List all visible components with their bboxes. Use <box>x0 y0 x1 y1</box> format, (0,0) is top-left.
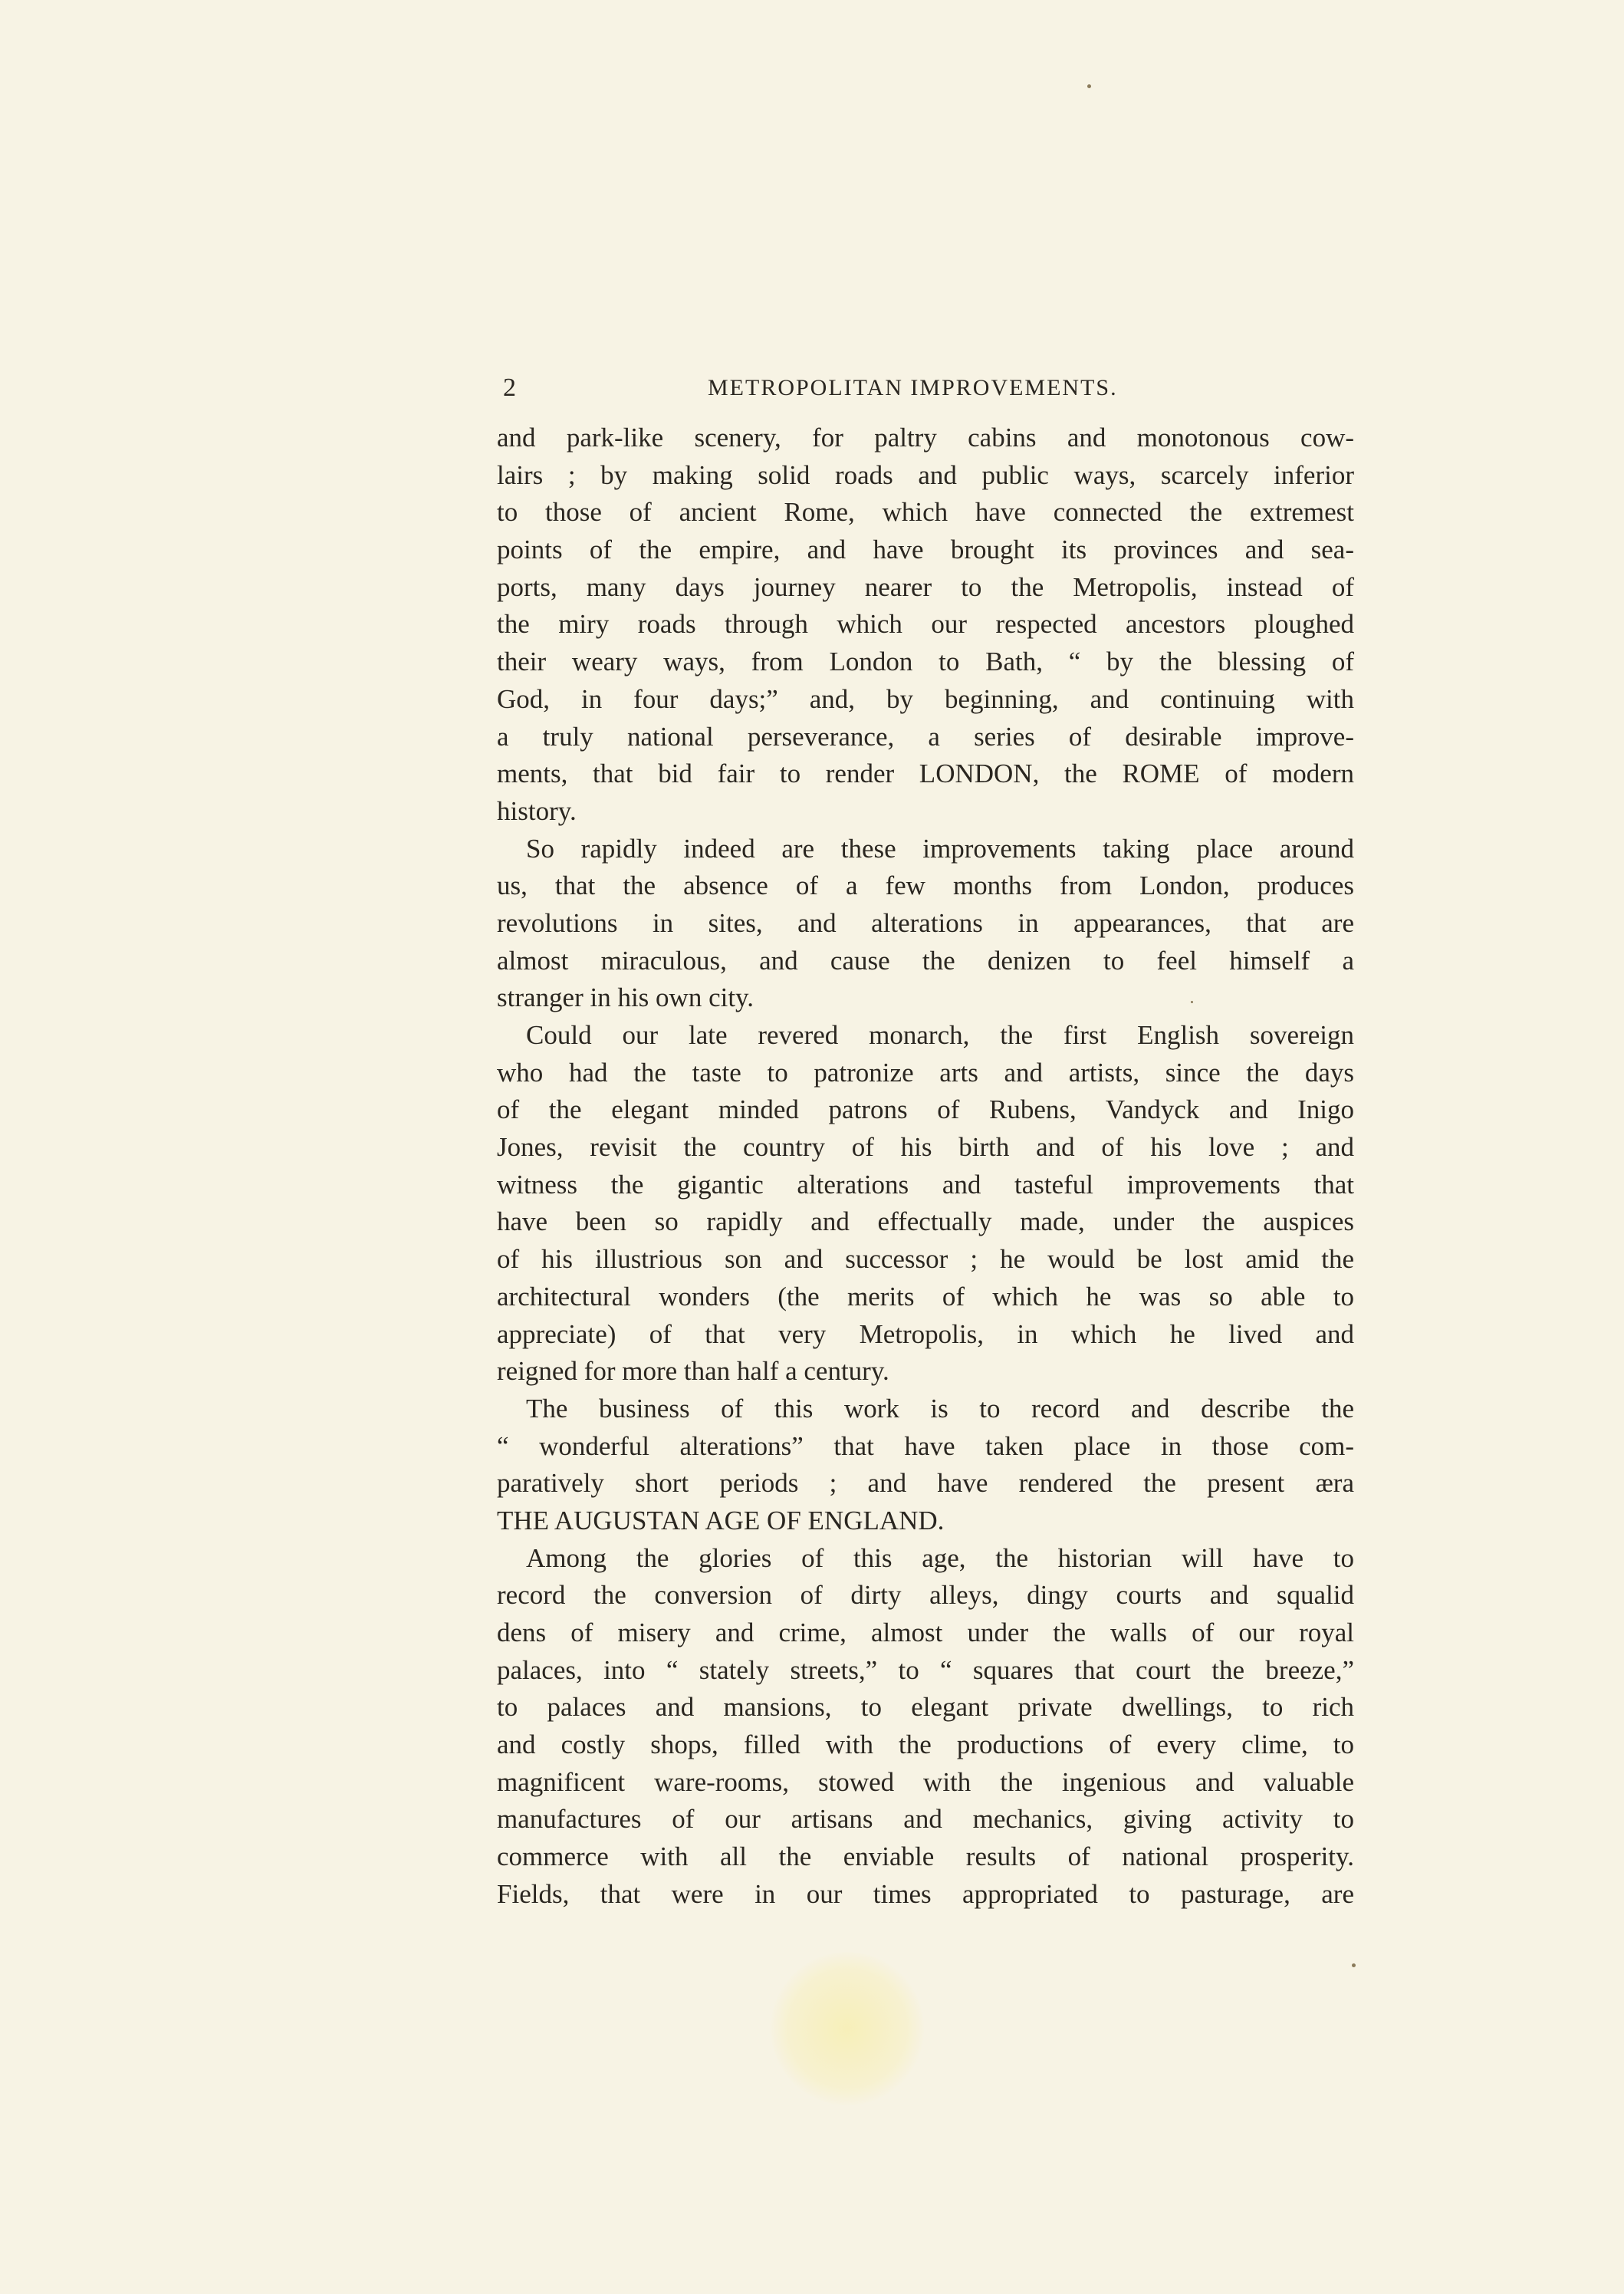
text-line: points of the empire, and have brought its provinces and sea- <box>497 535 1354 565</box>
text-line: reigned for more than half a century. <box>497 1356 889 1387</box>
page-number: 2 <box>503 374 518 402</box>
text-line: ments, that bid fair to render LONDON, the ROME of modern <box>497 759 1354 789</box>
text-line: Among the glories of this age, the historian will have to <box>526 1542 1354 1573</box>
text-line: a truly national perseverance, a series of desirable improve- <box>497 721 1354 752</box>
text-line: and costly shops, filled with the productions of every clime, to <box>497 1730 1354 1760</box>
text-line: Fields, that were in our times appropriated to pasturage, are <box>497 1878 1354 1909</box>
text-line: paratively short periods ; and have rendered the present æra <box>497 1468 1354 1499</box>
text-line: palaces, into “ stately streets,” to “ squares that court the breeze,” <box>497 1654 1354 1685</box>
text-line: us, that the absence of a few months from London, produces <box>497 871 1354 901</box>
text-line: to those of ancient Rome, which have connected the extremest <box>497 497 1354 528</box>
text-line: lairs ; by making solid roads and public ways, scarcely inferior <box>497 459 1354 490</box>
text-line: appreciate) of that very Metropolis, in which he lived and <box>497 1318 1354 1349</box>
text-line: “ wonderful alterations” that have taken place in those com- <box>497 1430 1354 1461</box>
body-text <box>497 420 1354 1914</box>
text-line: their weary ways, from London to Bath, “ by the blessing of <box>497 647 1354 677</box>
text-line: So rapidly indeed are these improvements taking place around <box>526 833 1354 864</box>
text-line: witness the gigantic alterations and tasteful improvements that <box>497 1169 1354 1200</box>
page-header <box>497 374 1354 412</box>
text-line: commerce with all the enviable results of national prosperity. <box>497 1841 1354 1872</box>
paper-speck <box>1352 1963 1356 1967</box>
text-line: almost miraculous, and cause the denizen to feel himself a <box>497 945 1354 976</box>
text-line: Jones, revisit the country of his birth and of his love ; and <box>497 1132 1354 1163</box>
text-line: stranger in his own city. <box>497 982 754 1013</box>
text-line: history. <box>497 795 577 826</box>
text-line: of the elegant minded patrons of Rubens, Vandyck and Inigo <box>497 1094 1354 1125</box>
text-line: the miry roads through which our respected ancestors ploughed <box>497 609 1354 640</box>
text-line: ports, many days journey nearer to the Metropolis, instead of <box>497 571 1354 602</box>
text-line: revolutions in sites, and alterations in appearances, that are <box>497 907 1354 938</box>
text-line: to palaces and mansions, to elegant private dwellings, to rich <box>497 1692 1354 1723</box>
text-line: Could our late revered monarch, the first English sovereign <box>526 1020 1354 1050</box>
paper-speck <box>1087 84 1091 88</box>
text-line: architectural wonders (the merits of which he was so able to <box>497 1281 1354 1312</box>
text-line: magnificent ware-rooms, stowed with the ingenious and valuable <box>497 1766 1354 1797</box>
text-line: The business of this work is to record and describe the <box>526 1393 1354 1423</box>
paper-speck <box>1191 1001 1193 1003</box>
text-line: have been so rapidly and effectually made, under the auspices <box>497 1206 1354 1237</box>
faded-library-stamp <box>771 1952 924 2105</box>
text-line: God, in four days;” and, by beginning, and continuing with <box>497 683 1354 714</box>
text-line: THE AUGUSTAN AGE OF ENGLAND. <box>497 1505 945 1535</box>
text-line: of his illustrious son and successor ; he would be lost amid the <box>497 1244 1354 1275</box>
text-line: record the conversion of dirty alleys, dingy courts and squalid <box>497 1580 1354 1611</box>
text-line: manufactures of our artisans and mechanics, giving activity to <box>497 1804 1354 1835</box>
text-line: who had the taste to patronize arts and artists, since the days <box>497 1057 1354 1088</box>
text-line: and park-like scenery, for paltry cabins and monotonous cow- <box>497 423 1354 453</box>
text-line: dens of misery and crime, almost under the walls of our royal <box>497 1618 1354 1647</box>
running-title: METROPOLITAN IMPROVEMENTS. <box>708 375 1118 400</box>
